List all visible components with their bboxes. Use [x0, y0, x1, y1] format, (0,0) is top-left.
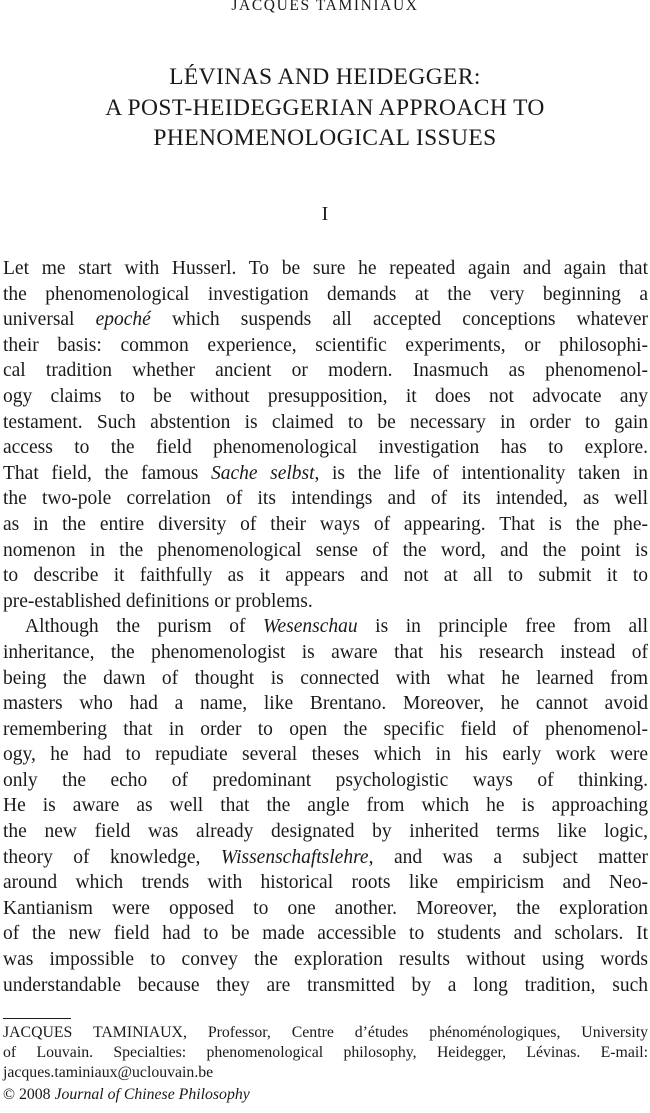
text-line: ogy claims to be without presupposition, it does not advocate any — [3, 385, 648, 407]
text-line: only the echo of predominant psychologistic ways of thinking. — [3, 769, 648, 791]
paragraph-2 — [3, 614, 648, 998]
text-line: ogy, he had to repudiate several theses which in his early work were — [3, 744, 648, 766]
text-line: masters who had a name, like Brentano. Moreover, he cannot avoid — [3, 693, 648, 715]
section-number: I — [321, 203, 329, 225]
running-head: JACQUES TAMINIAUX — [231, 0, 419, 14]
title-line-3: PHENOMENOLOGICAL ISSUES — [153, 125, 497, 151]
text-line: access to the field phenomenological investigation has to explore. — [3, 437, 648, 459]
text-line: testament. Such abstention is claimed to be necessary in order to gain — [3, 411, 648, 433]
text-line: their basis: common experience, scientific experiments, or philosophi- — [3, 334, 648, 356]
text-line: Although the purism of Wesenschau is in principle free from all — [25, 616, 648, 638]
text-line: around which trends with historical roots like empiricism and Neo- — [3, 872, 648, 894]
body-text — [3, 256, 648, 998]
journal-name: Journal of Chinese Philosophy — [54, 1086, 250, 1103]
text-line: remembering that in order to open the specific field of phenomenol- — [3, 718, 648, 740]
italic-term: Sache selbst — [210, 462, 315, 484]
text-line: nomenon in the phenomenological sense of the word, and the point is — [3, 539, 648, 561]
text-line: of the new field had to be made accessible to students and scholars. It — [3, 923, 648, 945]
text-line: Kantianism were opposed to one another. Moreover, the exploration — [3, 897, 648, 919]
text-line: understandable because they are transmitted by a long tradition, such — [3, 974, 648, 996]
italic-term: epoché — [95, 309, 151, 331]
text-line: being the dawn of thought is connected with what he learned from — [3, 667, 648, 689]
italic-term: Wesenschau — [263, 616, 358, 638]
text-line: the two-pole correlation of its intendings and of its intended, as well — [3, 488, 648, 510]
title-line-2: A POST-HEIDEGGERIAN APPROACH TO — [105, 94, 545, 121]
text-line: was impossible to convey the exploration results without using words — [3, 949, 648, 971]
footnote-rule — [3, 1018, 71, 1019]
text-line: the phenomenological investigation demands at the very beginning a — [3, 283, 648, 305]
paragraph-1 — [3, 256, 648, 614]
text-line: as in the entire diversity of their ways of appearing. That is the phe- — [3, 513, 648, 535]
footnote-line: of Louvain. Specialties: phenomenological philosophy, Heidegger, Lévinas. E-mail: — [3, 1043, 648, 1061]
footnote-line: JACQUES TAMINIAUX, Professor, Centre d’études phénoménologiques, University — [3, 1024, 648, 1041]
text-line: universal epoché which suspends all accepted conceptions whatever — [3, 309, 649, 331]
author-footnote — [3, 1023, 648, 1082]
italic-term: Wissenschaftslehre — [220, 846, 369, 868]
text-line: cal tradition whether ancient or modern. Inasmuch as phenomenol- — [3, 360, 648, 382]
text-line: He is aware as well that the angle from which he is approaching — [3, 795, 648, 817]
text-line: That field, the famous Sache selbst, is the life of intentionality taken in — [3, 462, 648, 484]
footnote-email: jacques.taminiaux@uclouvain.be — [3, 1063, 214, 1081]
text-line: theory of knowledge, Wissenschaftslehre, and was a subject matter — [3, 846, 648, 868]
copyright-notice: © 2008 Journal of Chinese Philosophy — [3, 1086, 250, 1103]
title-line-1: LÉVINAS AND HEIDEGGER: — [169, 64, 481, 90]
text-line: inheritance, the phenomenologist is aware that his research instead of — [3, 641, 648, 663]
text-line: the new field was already designated by inherited terms like logic, — [3, 821, 648, 843]
text-line: pre-established definitions or problems. — [3, 590, 313, 612]
text-line: to describe it faithfully as it appears and not at all to submit it to — [3, 565, 648, 587]
article-title — [0, 62, 650, 154]
text-line: Let me start with Husserl. To be sure he repeated again and again that — [3, 258, 648, 279]
